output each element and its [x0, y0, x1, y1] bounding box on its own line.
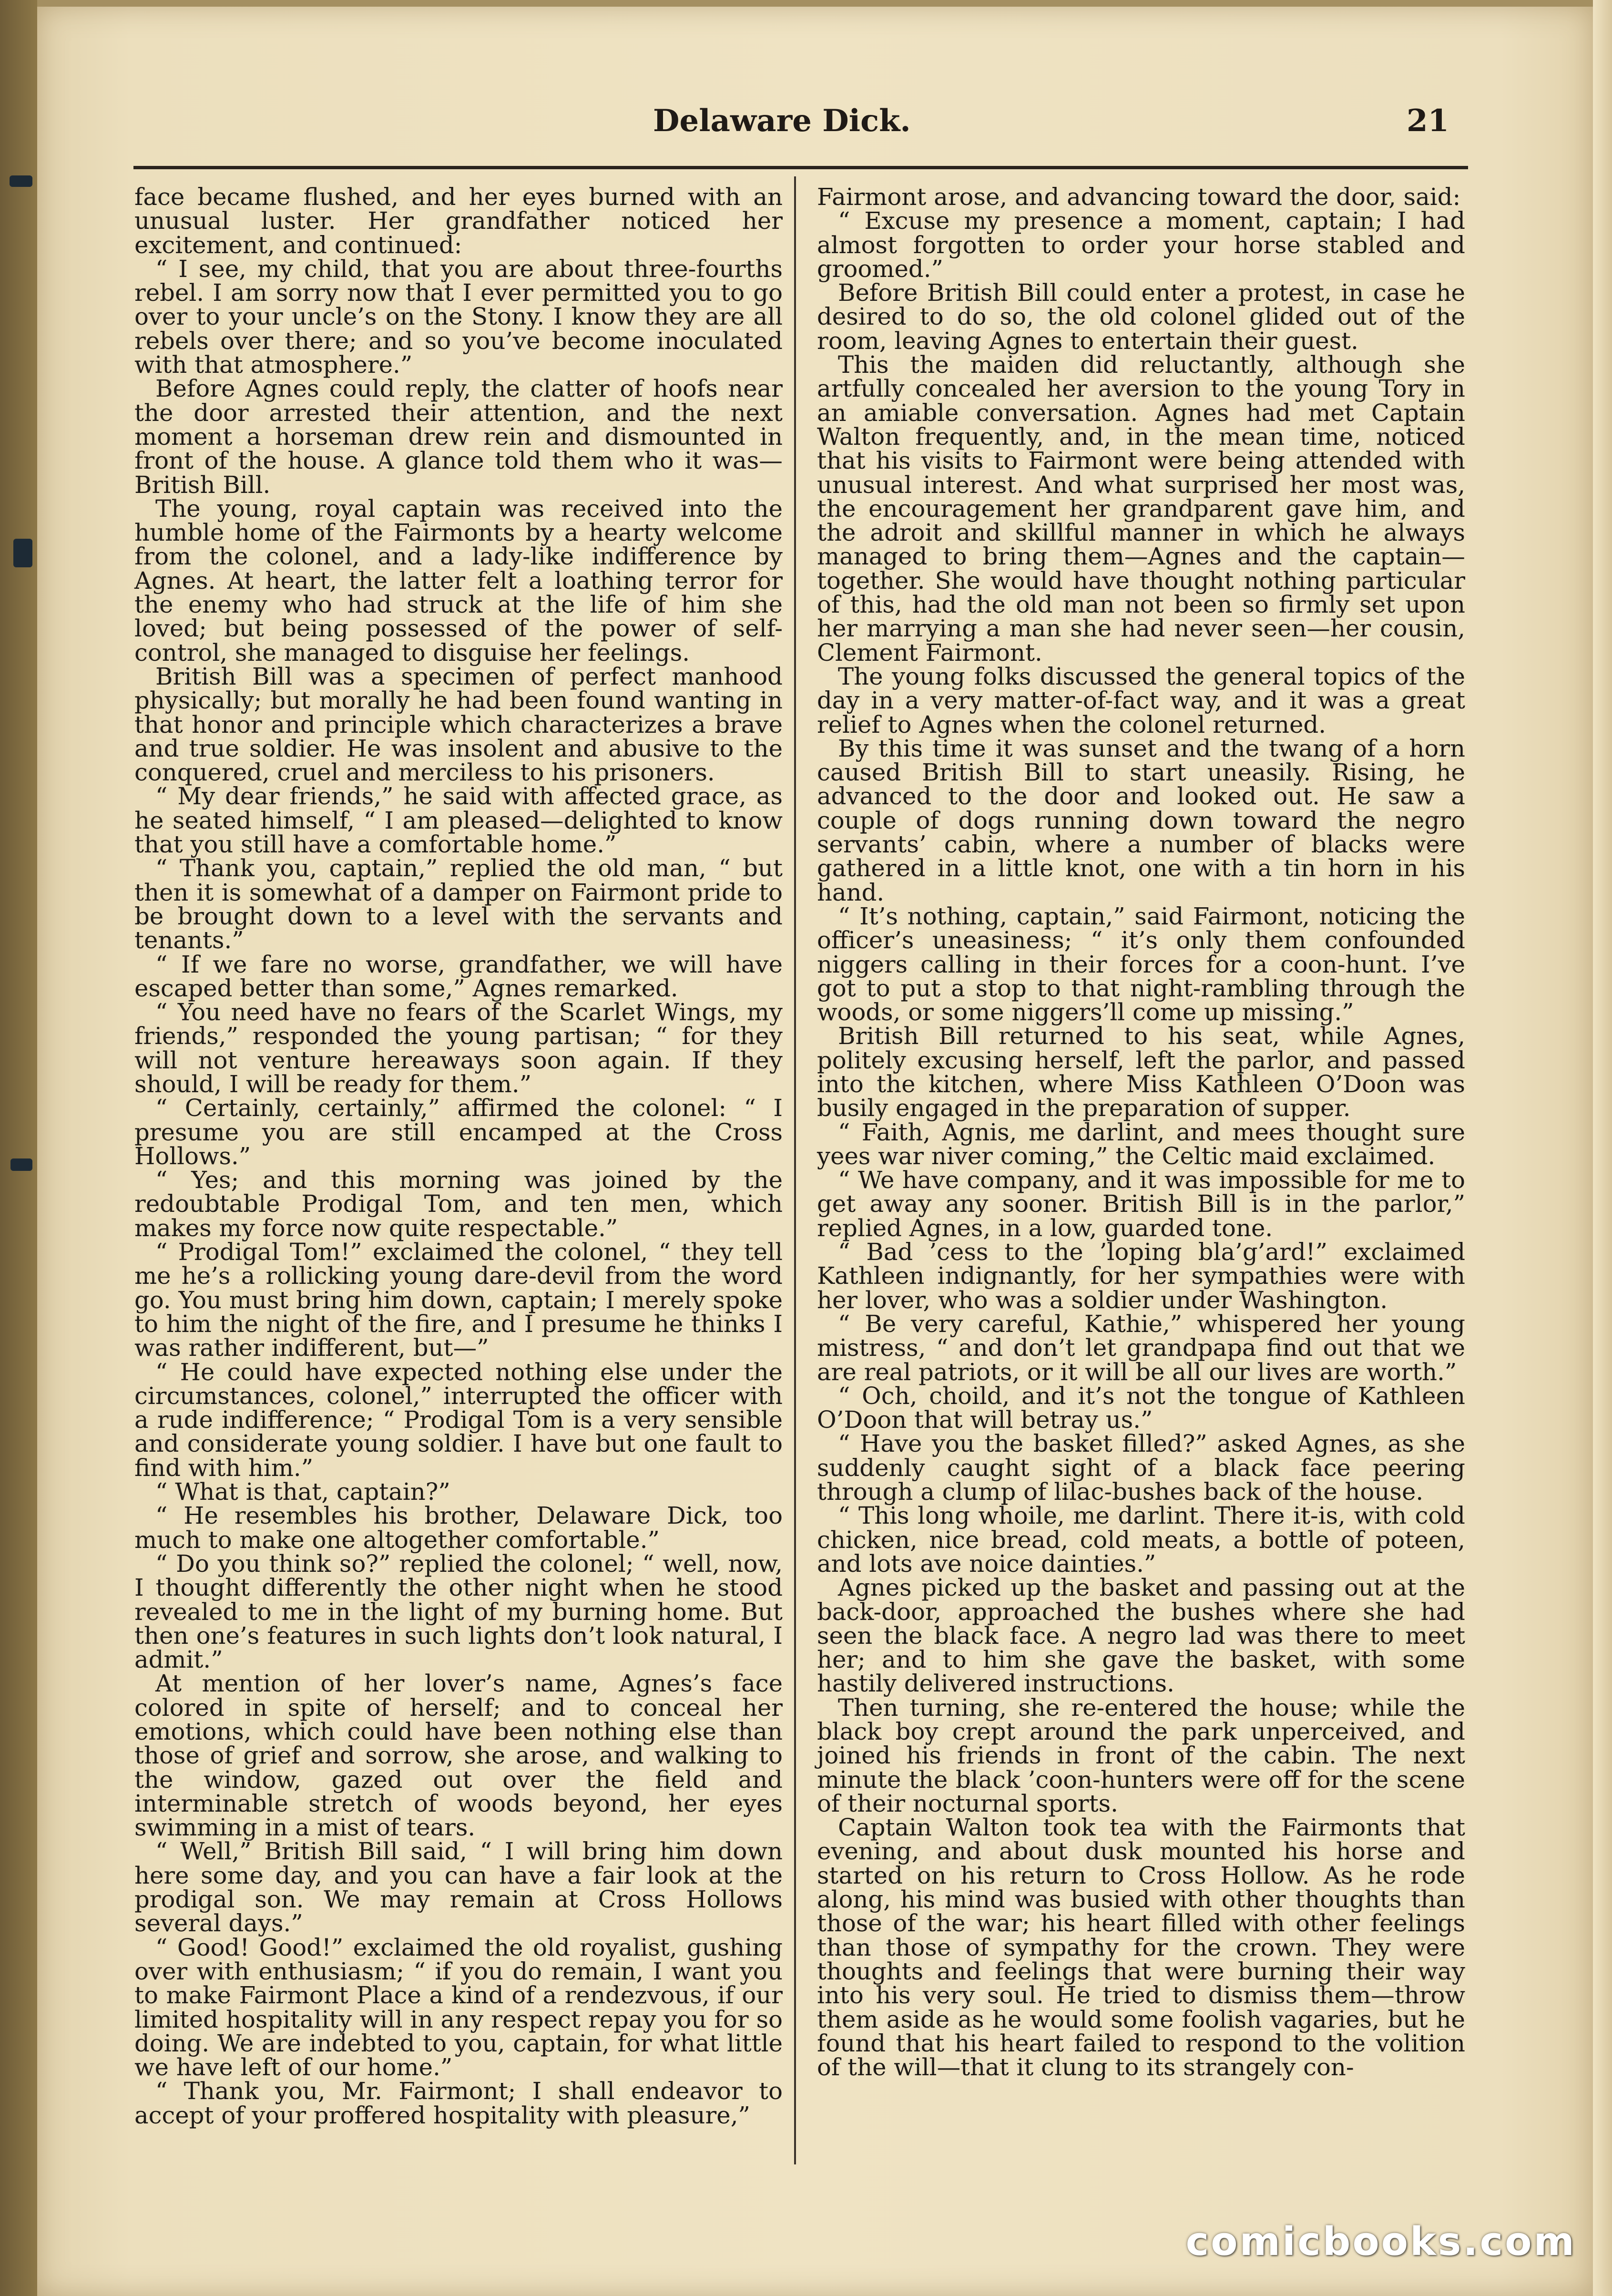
paragraph: “ He resembles his brother, Delaware Dick, too much to make one altogether comfortable.” [134, 1502, 783, 1554]
paragraph: British Bill returned to his seat, while Agnes, politely excusing herself, left the parlor, and passed into the kitchen, where Miss Kathleen O’Doon was busily engaged in the preparation of supper. [817, 1022, 1465, 1122]
paragraph: At mention of her lover’s name, Agnes’s face colored in spite of herself; and to conceal her emotions, which could have been nothing else than those of grief and sorrow, she arose, and walking to the window, gazed out over the field and interminable stretch of woods beyond, her eyes swimming in a mist of tears. [134, 1670, 783, 1842]
paragraph: “ Yes; and this morning was joined by the redoubtable Prodigal Tom, and ten men, which makes my force now quite respectable.” [134, 1166, 783, 1242]
paragraph: “ Excuse my presence a moment, captain; I had almost forgotten to order your horse stabled and groomed.” [817, 207, 1465, 283]
left-text-column [134, 185, 783, 2127]
paragraph: “ What is that, captain?” [155, 1478, 450, 1506]
paragraph: “ Good! Good!” exclaimed the old royalist, gushing over with enthusiasm; “ if you do remain, I want you to make Fairmont Place a kind of a rendezvous, if our limited hospitality will in any respect repay you for so doing. We are indebted to you, captain, for what little we have left of our home.” [134, 1933, 783, 2081]
paragraph: Agnes picked up the basket and passing out at the back-door, approached the bushes where she had seen the black face. A negro lad was there to meet her; and to him she gave the basket, with some hastily delivered instructions. [817, 1574, 1465, 1698]
paragraph: “ My dear friends,” he said with affected grace, as he seated himself, “ I am pleased—delighted to know that you still have a comfortable home.” [134, 782, 783, 859]
page-number: 21 [1406, 103, 1449, 139]
paragraph: “ Well,” British Bill said, “ I will bring him down here some day, and you can have a fair look at the prodigal son. We may remain at Cross Hollows several days.” [134, 1837, 783, 1937]
paragraph: “ If we fare no worse, grandfather, we will have escaped better than some,” Agnes remarked. [134, 950, 783, 1002]
page-edge [1593, 0, 1612, 2296]
paragraph: “ He could have expected nothing else under the circumstances, colonel,” interrupted the officer with a rude indifference; “ Prodigal Tom is a very sensible and considerate young soldier. I have but one fault to find with him.” [134, 1358, 783, 1482]
running-title: Delaware Dick. [653, 103, 911, 139]
paragraph: The young, royal captain was received into the humble home of the Fairmonts by a hearty welcome from the colonel, and a lady-like indifference by Agnes. At heart, the latter felt a loathing terror for the enemy who had struck at the life of him she loved; but being possessed of the power of self-control, she managed to disguise her feelings. [134, 494, 783, 666]
paragraph: “ Och, choild, and it’s not the tongue of Kathleen O’Doon that will betray us.” [817, 1382, 1465, 1434]
header-rule [133, 166, 1468, 169]
watermark: comicbooks.com [1185, 2219, 1576, 2265]
paragraph: “ Be very careful, Kathie,” whispered her young mistress, “ and don’t let grandpapa find out that we are real patriots, or it will be all our lives are worth.” [817, 1310, 1465, 1386]
paragraph: “ It’s nothing, captain,” said Fairmont, noticing the officer’s uneasiness; “ it’s only them confounded niggers calling in their forces for a coon-hunt. I’ve got to put a stop to that night-rambling through the woods, or some niggers’ll come up missing.” [817, 902, 1465, 1026]
binding-spine [0, 0, 37, 2296]
paragraph: Captain Walton took tea with the Fairmonts that evening, and about dusk mounted his horse and started on his return to Cross Hollow. As he rode along, his mind was busied with other thoughts than those of the war; his heart filled with other feelings than those of sympathy for the crown. They were thoughts and feelings that were burning their way into his very soul. He tried to dismiss them—throw them aside as he would some foolish vagaries, but he found that his heart failed to respond to the volition of the will—that it clung to its strangely con- [817, 1814, 1465, 2081]
paragraph: This the maiden did reluctantly, although she artfully concealed her aversion to the young Tory in an amiable conversation. Agnes had met Captain Walton frequently, and, in the mean time, noticed that his visits to Fairmont were being attended with unusual interest. And what surprised her most was, the encouragement her grandparent gave him, and the adroit and skillful manner in which he always managed to bring them—Agnes and the captain—together. She would have thought nothing particular of this, had the old man not been so firmly set upon her marrying a man she had never seen—her cousin, Clement Fairmont. [817, 351, 1465, 666]
paragraph: “ Certainly, certainly,” affirmed the colonel: “ I presume you are still encamped at the Cross Hollows.” [134, 1094, 783, 1170]
paragraph: Before British Bill could enter a protest, in case he desired to do so, the old colonel glided out of the room, leaving Agnes to entertain their guest. [817, 279, 1465, 355]
paragraph: Before Agnes could reply, the clatter of hoofs near the door arrested their attention, and the next moment a horseman drew rein and dismounted in front of the house. A glance told them who it was—British Bill. [134, 375, 783, 499]
binding-tear-mark [10, 1158, 32, 1171]
column-divider [794, 176, 796, 2164]
paragraph: “ Do you think so?” replied the colonel; “ well, now, I thought differently the other night when he stood revealed to me in the light of my burning home. But then one’s features in such lights don’t look natural, I admit.” [134, 1549, 783, 1674]
paragraph: Fairmont arose, and advancing toward the door, said: [817, 183, 1461, 211]
paragraph: “ I see, my child, that you are about three-fourths rebel. I am sorry now that I ever permitted you to go over to your uncle’s on the Stony. I know they are all rebels over there; and so you’ve become inoculated with that atmosphere.” [134, 255, 783, 379]
paragraph: “ This long whoile, me darlint. There it-is, with cold chicken, nice bread, cold meats, a bottle of poteen, and lots ave noice dainties.” [817, 1502, 1465, 1578]
paragraph: “ Prodigal Tom!” exclaimed the colonel, “ they tell me he’s a rollicking young dare-devil from the word go. You must bring him down, captain; I merely spoke to him the night of the fire, and I presume he thinks I was rather indifferent, but—” [134, 1238, 783, 1362]
paragraph: “ Bad ’cess to the ’loping bla’g’ard!” exclaimed Kathleen indignantly, for her sympathies were with her lover, who was a soldier under Washington. [817, 1238, 1465, 1314]
binding-tear-mark [13, 539, 32, 567]
paragraph: The young folks discussed the general topics of the day in a very matter-of-fact way, and it was a great relief to Agnes when the colonel returned. [817, 662, 1465, 738]
paragraph: “ Have you the basket filled?” asked Agnes, as she suddenly caught sight of a black face peering through a clump of lilac-bushes back of the house. [817, 1430, 1465, 1506]
paragraph: British Bill was a specimen of perfect manhood physically; but morally he had been found wanting in that honor and principle which characterizes a brave and true soldier. He was insolent and abusive to the conquered, cruel and merciless to his prisoners. [134, 662, 783, 787]
paragraph: “ We have company, and it was impossible for me to get away any sooner. British Bill is in the parlor,” replied Agnes, in a low, guarded tone. [817, 1166, 1465, 1242]
paragraph: “ Thank you, captain,” replied the old man, “ but then it is somewhat of a damper on Fairmont pride to be brought down to a level with the servants and tenants.” [134, 854, 783, 954]
paragraph: “ Thank you, Mr. Fairmont; I shall endeavor to accept of your proffered hospitality with pleasure,” [134, 2077, 783, 2129]
right-text-column [817, 185, 1465, 2079]
paragraph: By this time it was sunset and the twang of a horn caused British Bill to start uneasily. Rising, he advanced to the door and looked out. He saw a couple of dogs running down toward the negro servants’ cabin, where a number of blacks were gathered in a little knot, one with a tin horn in his hand. [817, 734, 1465, 906]
paragraph: “ Faith, Agnis, me darlint, and mees thought sure yees war niver coming,” the Celtic maid exclaimed. [817, 1118, 1465, 1170]
binding-tear-mark [10, 175, 32, 187]
paragraph: Then turning, she re-entered the house; while the black boy crept around the park unperceived, and joined his friends in front of the cabin. The next minute the black ’coon-hunters were off for the scene of their nocturnal sports. [817, 1693, 1465, 1817]
paragraph: face became flushed, and her eyes burned with an unusual luster. Her grandfather noticed her excitement, and continued: [134, 183, 783, 259]
page-header [133, 100, 1468, 153]
paragraph: “ You need have no fears of the Scarlet Wings, my friends,” responded the young partisan; “ for they will not venture hereaways soon again. If they should, I will be ready for them.” [134, 998, 783, 1098]
